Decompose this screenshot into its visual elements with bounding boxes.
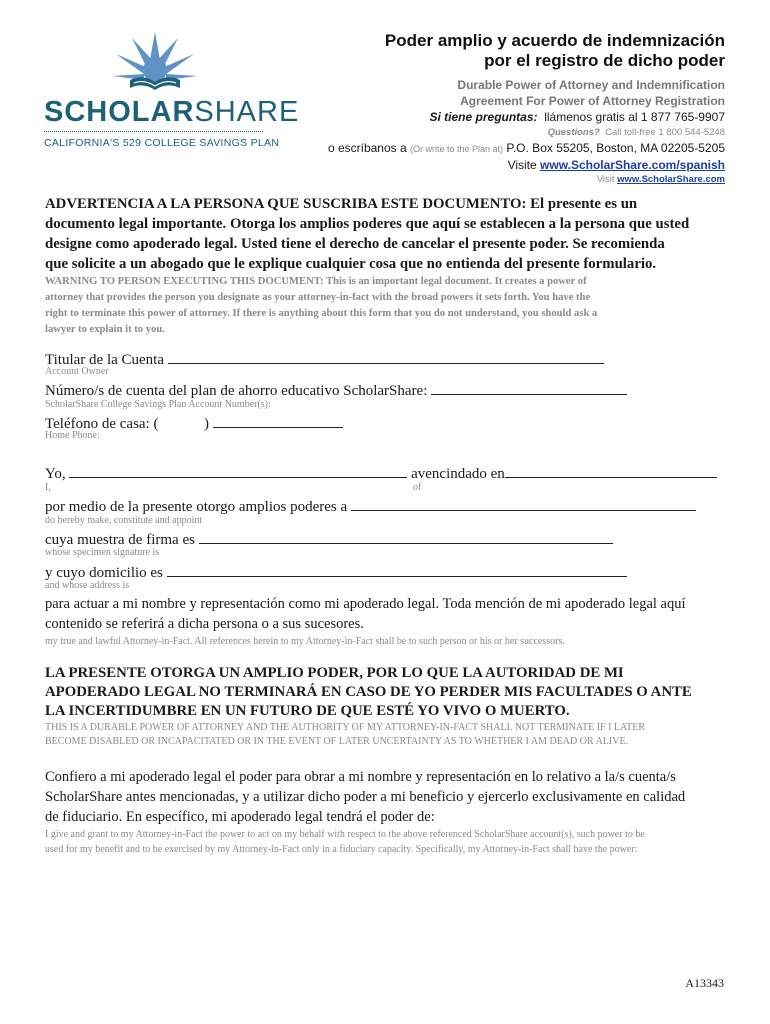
logo-wordmark xyxy=(44,96,299,129)
domicilio-row xyxy=(45,563,627,582)
durable-en-line2: BECOME DISABLED OR INCAPACITATED OR IN THE EVENT OF LATER UNCERTAINTY AS TO WHETHER I AM DEAD OR ALIVE. xyxy=(45,736,629,747)
name-input-line[interactable] xyxy=(69,464,407,478)
grant-en-line1: I give and grant to my Attorney-in-Fact the power to act on my behalf with respect to the above referenced ScholarShare account(s), such power to be xyxy=(45,829,645,840)
otorgo-label-en: do hereby make, constitute and appoint xyxy=(45,515,203,526)
form-subtitle-line2: Agreement For Power of Attorney Registration xyxy=(460,94,725,108)
residence-input-line[interactable] xyxy=(505,464,717,478)
phone-close-paren: ) xyxy=(203,416,209,432)
warning-en-line2: attorney that provides the person you designate as your attorney-in-fact with the broad powers it sets forth. You have the xyxy=(45,292,591,303)
address-input-line[interactable] xyxy=(167,563,627,577)
form-subtitle-line1: Durable Power of Attorney and Indemnification xyxy=(457,78,725,92)
avecindado-label: avencindado en xyxy=(411,466,505,482)
visit-en: Visit www.ScholarShare.com xyxy=(596,174,725,185)
scholarshare-spanish-link[interactable]: www.ScholarShare.com/spanish xyxy=(540,158,725,172)
account-label-en: ScholarShare College Savings Plan Account Number(s): xyxy=(45,399,271,410)
otorgo-row xyxy=(45,497,696,516)
visit-es: Visite www.ScholarShare.com/spanish xyxy=(507,158,725,172)
logo-word-bold: SCHOLAR xyxy=(44,96,195,128)
warning-en-line3: right to terminate this power of attorney. If there is anything about this form that you do not understand, you should ask a xyxy=(45,308,598,319)
firma-label: cuya muestra de firma es xyxy=(45,532,195,548)
account-row xyxy=(45,381,627,400)
sunburst-book-icon xyxy=(110,30,200,98)
logo-tagline: CALIFORNIA'S 529 COLLEGE SAVINGS PLAN xyxy=(44,137,280,149)
form-code: A13343 xyxy=(685,976,724,990)
firma-label-en: whose specimen signature is xyxy=(45,547,160,558)
acting-en: my true and lawful Attorney-in-Fact. All references herein to my Attorney-in-Fact shall be to such person or his or her successors. xyxy=(45,636,565,647)
phone-input-line[interactable] xyxy=(213,414,343,428)
durable-es-line1: LA PRESENTE OTORGA UN AMPLIO PODER, POR LO QUE LA AUTORIDAD DE MI xyxy=(45,665,624,681)
owner-label-en: Account Owner xyxy=(45,366,109,377)
scholarshare-link[interactable]: www.ScholarShare.com xyxy=(617,174,725,185)
warning-section xyxy=(45,194,745,338)
domicilio-label-en: and whose address is xyxy=(45,580,130,591)
questions-es: Si tiene preguntas: llámenos gratis al 1 877 765-9907 xyxy=(429,110,725,124)
header-block xyxy=(305,31,725,187)
form-title-line2: por el registro de dicho poder xyxy=(484,51,725,70)
phone-label: Teléfono de casa: ( xyxy=(45,416,159,432)
grant-es-line2: ScholarShare antes mencionadas, y a utilizar dicho poder a mi beneficio y ejercerlo exclusivamente en calidad xyxy=(45,789,686,805)
attorney-name-input-line[interactable] xyxy=(351,497,696,511)
logo xyxy=(44,30,300,154)
warning-es-line1: ADVERTENCIA A LA PERSONA QUE SUSCRIBA ESTE DOCUMENTO: El presente es un xyxy=(45,196,638,212)
acting-es-line2: contenido se referirá a dicha persona o a sus sucesores. xyxy=(45,616,364,632)
warning-es-line4: que solicite a un abogado que le explique cualquier cosa que no entienda del presente formulario. xyxy=(45,256,657,272)
otorgo-label: por medio de la presente otorgo amplios poderes a xyxy=(45,499,348,515)
grant-section xyxy=(45,767,745,857)
write-address: o escríbanos a (Or write to the Plan at) P.O. Box 55205, Boston, MA 02205-5205 xyxy=(327,141,725,155)
avecindado-label-en: of xyxy=(413,482,422,493)
phone-label-en: Home Phone: xyxy=(45,430,100,441)
account-input-line[interactable] xyxy=(431,381,627,395)
account-label: Número/s de cuenta del plan de ahorro educativo ScholarShare: xyxy=(45,383,428,399)
logo-word-light: SHARE xyxy=(194,96,300,128)
grant-en-line2: used for my benefit and to be exercised by my Attorney-in-Fact only in a fiduciary capacity. Specifically, my Attorney-in-Fact shall have the power: xyxy=(45,844,638,855)
warning-es-line3: designe como apoderado legal. Usted tiene el derecho de cancelar el presente poder. Se recomienda xyxy=(45,236,665,252)
acting-section xyxy=(45,594,745,650)
owner-row xyxy=(45,350,604,369)
durable-es-line3: LA INCERTIDUMBRE EN UN FUTURO DE QUE ESTÉ YO VIVO O MUERTO. xyxy=(45,703,570,719)
durable-en-line1: THIS IS A DURABLE POWER OF ATTORNEY AND THE AUTHORITY OF MY ATTORNEY-IN-FACT SHALL NOT TERMINATE IF I LATER xyxy=(45,722,646,733)
warning-es-line2: documento legal importante. Otorga los amplios poderes que aquí se establecen a la persona que usted xyxy=(45,216,690,232)
acting-es-line1: para actuar a mi nombre y representación como mi apoderado legal. Toda mención de mi apoderado legal aquí xyxy=(45,596,686,612)
logo-divider xyxy=(44,131,263,132)
owner-label: Titular de la Cuenta xyxy=(45,352,165,368)
signature-input-line[interactable] xyxy=(199,530,613,544)
grant-es-line3: de fiduciario. En específico, mi apoderado legal tendrá el poder de: xyxy=(45,809,435,825)
warning-en-line1: WARNING TO PERSON EXECUTING THIS DOCUMENT: This is an important legal document. It creates a power of xyxy=(45,276,587,287)
durable-es-line2: APODERADO LEGAL NO TERMINARÁ EN CASO DE YO PERDER MIS FACULTADES O ANTE xyxy=(45,684,692,700)
yo-label: Yo, xyxy=(45,466,66,482)
grant-es-line1: Confiero a mi apoderado legal el poder para obrar a mi nombre y representación en lo relativo a la/s cuenta/s xyxy=(45,769,676,785)
owner-input-line[interactable] xyxy=(168,350,604,364)
durable-section xyxy=(45,664,745,749)
yo-row xyxy=(45,464,717,483)
warning-en-line4: lawyer to explain it to you. xyxy=(45,324,165,335)
questions-en: Questions? Call toll-free 1 800 544-5248 xyxy=(547,127,725,138)
domicilio-label: y cuyo domicilio es xyxy=(45,565,163,581)
yo-label-en: I, xyxy=(45,482,51,493)
form-title-line1: Poder amplio y acuerdo de indemnización xyxy=(384,31,725,50)
